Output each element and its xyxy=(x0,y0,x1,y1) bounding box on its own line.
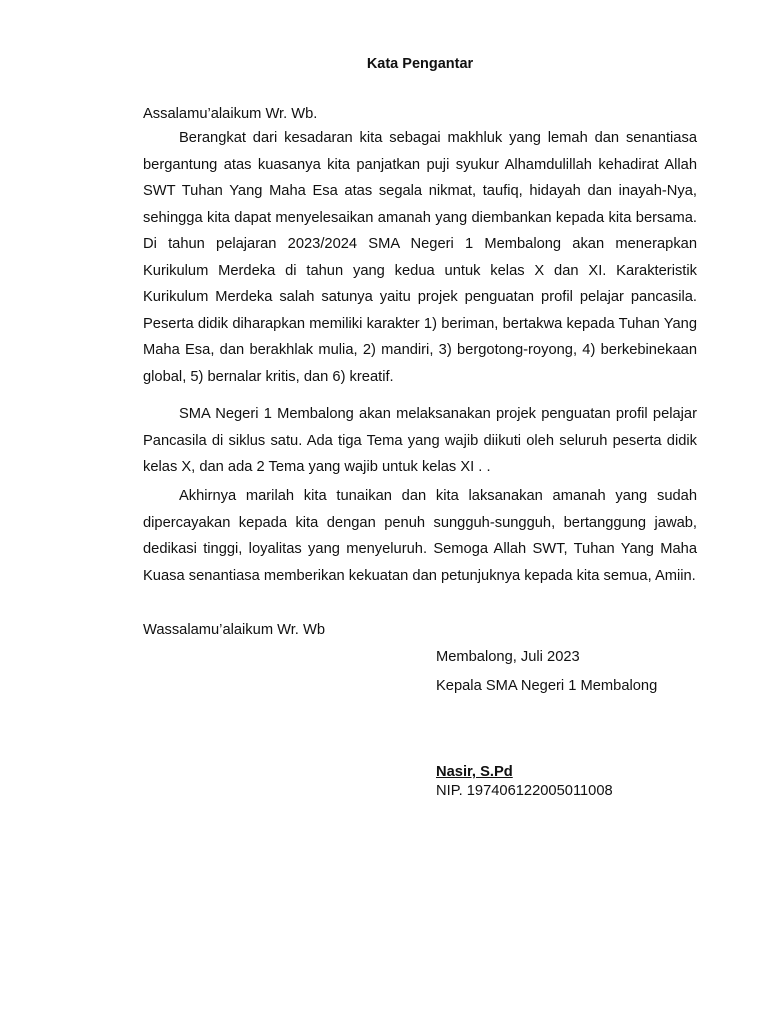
signature-place-date: Membalong, Juli 2023 xyxy=(436,649,580,665)
signature-name: Nasir, S.Pd xyxy=(436,764,513,780)
paragraph-3: Akhirnya marilah kita tunaikan dan kita laksanakan amanah yang sudah dipercayakan kepada kita dengan penuh sungguh-sungguh, bertanggung jawab, dedikasi tinggi, loyalitas yang menyeluruh. Semoga Allah SWT, Tuhan Yang Maha Kuasa senantiasa memberikan kekuatan dan petunjuknya kepada kita semua, Amiin. xyxy=(143,488,697,584)
signature-nip: NIP. 197406122005011008 xyxy=(436,783,613,799)
paragraph-2: SMA Negeri 1 Membalong akan melaksanakan projek penguatan profil pelajar Pancasila di siklus satu. Ada tiga Tema yang wajib diikuti oleh seluruh peserta didik kelas X, dan ada 2 Tema yang wajib untuk kelas XI . . xyxy=(143,406,697,475)
paragraph-1: Berangkat dari kesadaran kita sebagai makhluk yang lemah dan senantiasa bergantung atas kuasanya kita panjatkan puji syukur Alhamdulillah kehadirat Allah SWT Tuhan Yang Maha Esa atas segala nikmat, taufiq, hidayah dan inayah-Nya, sehingga kita dapat menyelesaikan amanah yang diembankan kepada kita bersama. Di tahun pelajaran 2023/2024 SMA Negeri 1 Membalong akan menerapkan Kurikulum Merdeka di tahun yang kedua untuk kelas X dan XI. Karakteristik Kurikulum Merdeka salah satunya yaitu projek penguatan profil pelajar pancasila. Peserta didik diharapkan memiliki karakter 1) beriman, bertakwa kepada Tuhan Yang Maha Esa, dan berakhlak mulia, 2) mandiri, 3) bergotong-royong, 4) berkebinekaan global, 5) bernalar kritis, dan 6) kreatif. xyxy=(143,130,697,385)
opening-greeting: Assalamu’alaikum Wr. Wb. xyxy=(143,106,318,122)
document-title: Kata Pengantar xyxy=(366,56,474,72)
closing-greeting: Wassalamu’alaikum Wr. Wb xyxy=(143,622,326,638)
signature-role: Kepala SMA Negeri 1 Membalong xyxy=(436,678,658,694)
